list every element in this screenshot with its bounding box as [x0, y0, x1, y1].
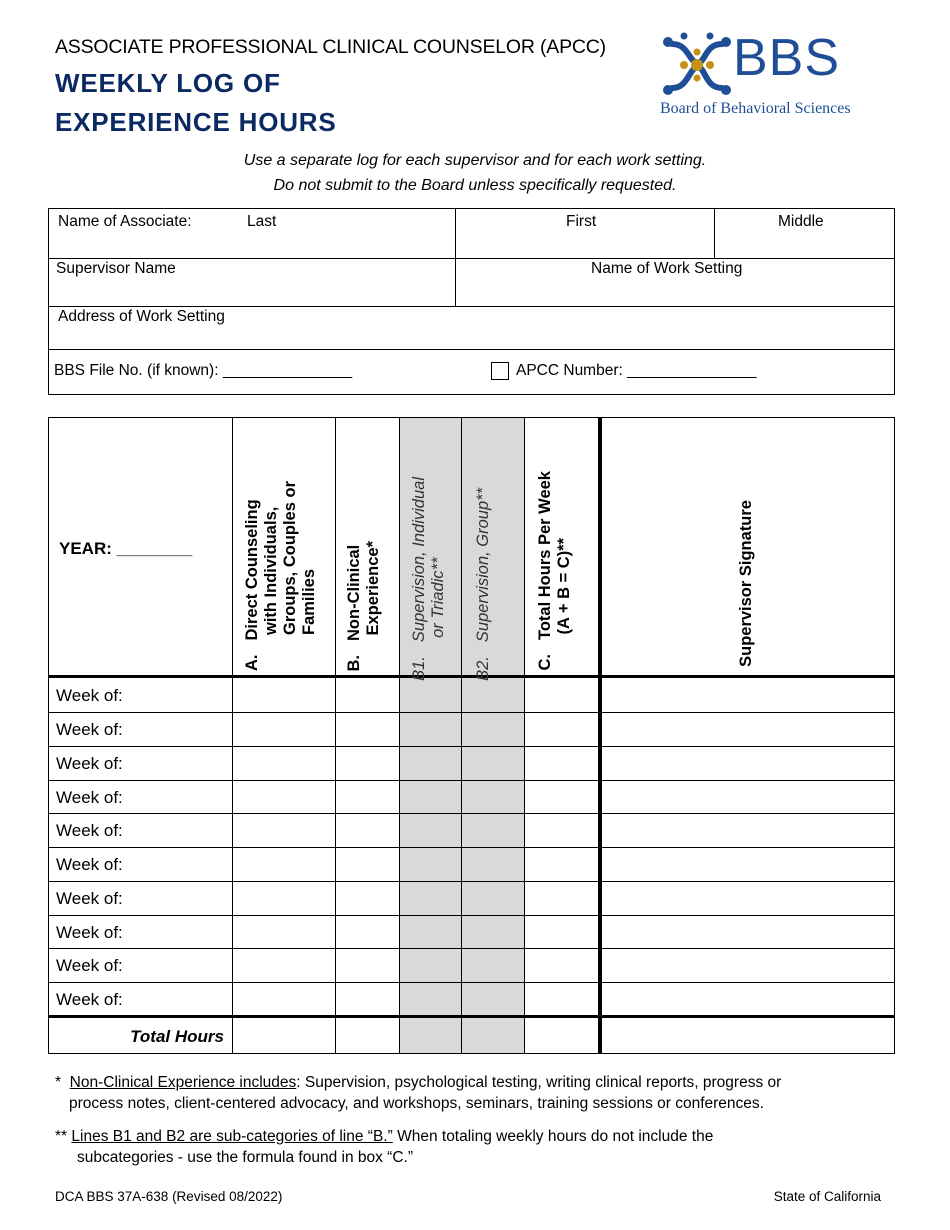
instruction-line2: Do not submit to the Board unless specifically requested.: [273, 177, 677, 194]
col-b1-header: B1.Supervision, Individual or Triadic**: [410, 477, 447, 681]
week-row-label: Week of:: [56, 821, 123, 840]
col-b2-header: B2.Supervision, Group**: [474, 488, 492, 681]
bbs-file-number-field[interactable]: BBS File No. (if known): _______________: [54, 362, 353, 379]
last-name-field[interactable]: Last: [247, 213, 277, 230]
supervisor-name-field[interactable]: Supervisor Name: [56, 260, 176, 277]
first-name-field[interactable]: First: [566, 213, 597, 230]
week-row-label: Week of:: [56, 990, 123, 1009]
instruction-line1: Use a separate log for each supervisor and for each work setting.: [243, 152, 707, 169]
weekly-log-table: [48, 417, 895, 1054]
logo-subtitle: Board of Behavioral Sciences: [660, 100, 851, 117]
form-id: DCA BBS 37A-638 (Revised 08/2022): [55, 1189, 283, 1204]
form-subtitle: ASSOCIATE PROFESSIONAL CLINICAL COUNSELOR (APCC): [55, 36, 606, 58]
form-title-line2: EXPERIENCE HOURS: [55, 107, 337, 137]
col-c-header: C.Total Hours Per Week (A + B = C)**: [536, 471, 573, 671]
week-row-label: Week of:: [56, 788, 123, 807]
week-row-label: Week of:: [56, 923, 123, 942]
week-row-label: Week of:: [56, 754, 123, 773]
logo-text: BBS: [733, 29, 841, 87]
apcc-number-field[interactable]: APCC Number: _______________: [516, 362, 757, 379]
week-row-label: Week of:: [56, 686, 123, 705]
associate-info-box: [48, 208, 895, 395]
week-row-label: Week of:: [56, 956, 123, 975]
state-label: State of California: [773, 1189, 881, 1204]
week-row-label: Week of:: [56, 855, 123, 874]
year-field[interactable]: YEAR: ________: [59, 539, 193, 558]
total-hours-label: Total Hours: [130, 1027, 224, 1046]
col-b-header: B.Non-Clinical Experience*: [345, 540, 382, 671]
week-row-label: Week of:: [56, 720, 123, 739]
footnote-non-clinical: * Non-Clinical Experience includes: Supervision, psychological testing, writing clinical reports, progress or process notes, client-centered advocacy, and workshops, seminars, training sessions or conferences.: [55, 1074, 782, 1112]
work-setting-address-field[interactable]: Address of Work Setting: [58, 308, 225, 325]
col-signature-header: Supervisor Signature: [737, 500, 755, 667]
form-title-line1: WEEKLY LOG OF: [55, 68, 281, 98]
work-setting-name-field[interactable]: Name of Work Setting: [591, 260, 743, 277]
week-row-label: Week of:: [56, 889, 123, 908]
col-a-header: A.Direct Counseling with Individuals, Groups, Couples or Families: [243, 480, 318, 671]
apcc-checkbox[interactable]: [491, 362, 509, 380]
associate-name-label: Name of Associate:: [58, 213, 192, 230]
middle-name-field[interactable]: Middle: [778, 213, 824, 230]
footnote-sub-categories: ** Lines B1 and B2 are sub-categories of line “B.” When totaling weekly hours do not include the subcategories - use the formula found in box “C.”: [55, 1128, 714, 1166]
